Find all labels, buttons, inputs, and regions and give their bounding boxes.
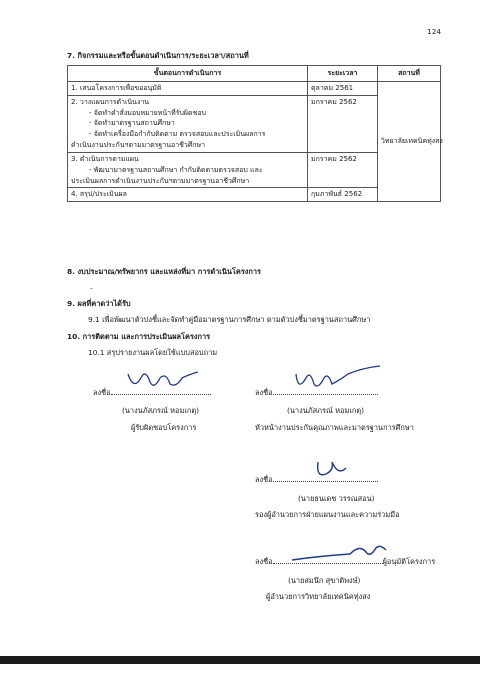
- header-steps: ขั้นตอนการดำเนินการ: [68, 66, 308, 82]
- approver-label: ผู้อนุมัติโครงการ: [382, 557, 436, 566]
- step-label: 3. ดำเนินการตามแผน: [71, 154, 139, 163]
- signature-4-title: ผู้อำนวยการวิทยาลัยเทคนิคทุ่งสง: [266, 592, 371, 601]
- period-cell: [308, 152, 378, 188]
- step-label: 1. เสนอโครงการเพื่อขออนุมัติ: [71, 83, 162, 92]
- period-label: กุมภาพันธ์ 2562: [311, 190, 363, 199]
- bottom-scan-bar: [0, 656, 480, 664]
- handwritten-signature-4: [290, 540, 390, 566]
- step-label: 4. สรุป/ประเมินผล: [71, 190, 127, 199]
- substep-continuation: ประเมินผลการดำเนินงานประกันฯตามมาตรฐานอาชีวศึกษา: [71, 176, 250, 185]
- signature-2-name: (นางนภัสภรณ์ หอมเกตุ): [287, 406, 365, 415]
- period-cell: [308, 188, 378, 202]
- section-7-heading: 7. กิจกรรมและหรือขั้นตอนดำเนินการ/ระยะเวลา/สถานที่: [67, 51, 249, 60]
- step-cell: [68, 95, 308, 152]
- section-10-text: 10.1 สรุปรายงานผลโดยใช้แบบสอบถาม: [88, 348, 218, 357]
- sign-label: ลงชื่อ: [93, 388, 111, 397]
- section-8-bullet: -: [90, 284, 93, 293]
- table-row: [68, 81, 441, 95]
- substep-continuation: ดำเนินงานประกันฯตามมาตรฐานอาชีวศึกษา: [71, 141, 206, 150]
- step-cell: [68, 152, 308, 188]
- page-number: 124: [427, 27, 442, 36]
- place-cell: [378, 81, 441, 201]
- header-place: สถานที่: [378, 66, 441, 82]
- section-8-heading: 8. งบประมาณ/ทรัพยากร และแหล่งที่มา การดำเนินโครงการ: [67, 267, 262, 276]
- section-9-heading: 9. ผลที่คาดว่าได้รับ: [67, 299, 131, 308]
- step-cell: [68, 81, 308, 95]
- period-label: มกราคม 2562: [311, 97, 357, 106]
- signature-4-name: (นายสมนึก สุขาติพงษ์): [288, 576, 361, 585]
- period-cell: [308, 81, 378, 95]
- step-label: 2. วางแผนการดำเนินงาน: [71, 97, 150, 106]
- signature-1-title: ผู้รับผิดชอบโครงการ: [131, 423, 197, 432]
- substep: - จัดทำมาตรฐานสถานศึกษา: [89, 119, 175, 128]
- step-cell: [68, 188, 308, 202]
- substep: - จัดทำคำสั่งมอบหมายหน้าที่รับผิดชอบ: [89, 108, 206, 117]
- table-header-row: [68, 66, 441, 82]
- section-9-text: 9.1 เพื่อพัฒนาตัวบ่งชี้และจัดทำคู่มือมาตรฐานการศึกษา ตามตัวบ่งชี้มาตรฐานสถานศึกษา: [88, 315, 371, 324]
- header-period: ระยะเวลา: [308, 66, 378, 82]
- section-10-heading: 10. การติดตาม และการประเมินผลโครงการ: [67, 332, 211, 341]
- activity-table: [67, 65, 441, 202]
- sign-label: ลงชื่อ: [255, 475, 273, 484]
- signature-3-title: รองผู้อำนวยการฝ่ายแผนงานและความร่วมมือ: [255, 510, 400, 519]
- signature-1-name: (นางนภัสภรณ์ หอมเกตุ): [122, 406, 200, 415]
- handwritten-signature-2: [288, 366, 383, 396]
- handwritten-signature-1: [122, 368, 202, 396]
- period-cell: [308, 95, 378, 152]
- sign-label: ลงชื่อ: [255, 388, 273, 397]
- signature-3-name: (นายธนเดช วรรณสอน): [298, 494, 375, 503]
- handwritten-signature-3: [312, 456, 352, 484]
- signature-2-title: หัวหน้างานประกันคุณภาพและมาตรฐานการศึกษา: [255, 423, 414, 432]
- period-label: ตุลาคม 2561: [311, 83, 354, 92]
- place-label: วิทยาลัยเทคนิคทุ่งสง: [381, 137, 443, 146]
- sign-label: ลงชื่อ: [255, 557, 273, 566]
- period-label: มกราคม 2562: [311, 154, 357, 163]
- substep: - จัดทำเครื่องมือกำกับติดตาม ตรวจสอบและประเมินผลการ: [89, 130, 266, 139]
- substep: - พัฒนามาตรฐานสถานศึกษา กำกับติดตามตรวจสอบ และ: [89, 165, 263, 174]
